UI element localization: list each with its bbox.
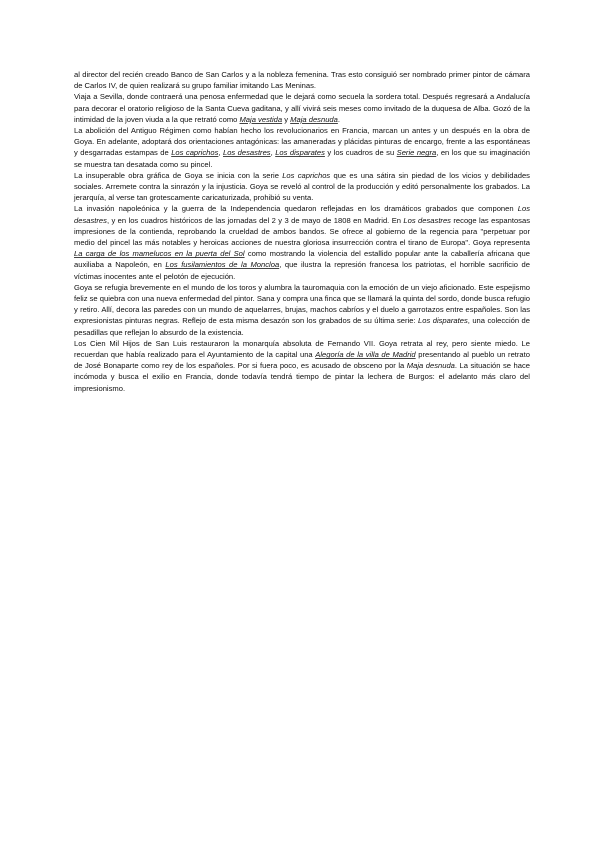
- paragraph: [74, 91, 530, 125]
- artwork-title-link[interactable]: Los caprichos: [171, 148, 219, 158]
- paragraph: [74, 282, 530, 338]
- artwork-title-link[interactable]: Los disparates: [275, 148, 325, 158]
- text-run: , en los que su imaginación se muestra tan desatada como su pincel.: [74, 148, 530, 169]
- artwork-title: Los caprichos: [282, 170, 331, 180]
- paragraph: [74, 170, 530, 204]
- text-run: .: [337, 114, 340, 124]
- artwork-title-link[interactable]: Los desastres: [222, 148, 271, 158]
- artwork-title-link[interactable]: Alegoría de la villa de Madrid: [315, 350, 416, 360]
- artwork-title-link[interactable]: Maja desnuda: [290, 114, 338, 124]
- paragraph: [74, 125, 530, 170]
- artwork-title-link[interactable]: Los fusilamientos de la Moncloa: [165, 260, 280, 270]
- text-run: La insuperable obra gráfica de Goya se inicia con la serie: [74, 170, 283, 180]
- text-run: Goya se refugia brevemente en el mundo de los toros y alumbra la tauromaquia con la emoción de un viejo aficionado. Este espejismo feliz se quiebra con una nueva enfermedad del pintor. Sana y compra una finca que se llamará la quinta del sordo, donde busca refugio y retiro. Allí, decora las paredes con un mundo de aquelarres, brujas, machos cabríos y el duelo a garrotazos entre españoles. Son las expresionistas pinturas negras. Reflejo de esta misma desazón son los grabados de su última serie:: [74, 282, 530, 326]
- artwork-title-link[interactable]: Maja vestida: [239, 114, 283, 124]
- text-run: ,: [218, 148, 223, 158]
- document-body: [74, 69, 530, 394]
- text-run: , que ilustra la represión francesa los patriotas, el horrible sacrificio de víctimas inocentes ante el pelotón de ejecución.: [74, 260, 530, 281]
- text-run: La abolición del Antiguo Régimen como habían hecho los revolucionarios en Francia, marcan un antes y un después en la obra de Goya. En adelante, adoptará dos orientaciones antagónicas: las amaneradas y plácidas pinturas de encargo, frente a las espontáneas y desgarradas estampas de: [74, 126, 530, 158]
- text-run: que es una sátira sin piedad de los vicios y debilidades sociales. Arremete contra la sinrazón y la injusticia. Goya se reveló al control de la producción y editó personalmente los grabados. La jerarquía, al verse tan grotescamente caricaturizada, prohibió su venta.: [74, 170, 530, 203]
- text-run: y los cuadros de su: [324, 148, 397, 158]
- artwork-title: Maja desnuda: [406, 361, 455, 371]
- text-run: La invasión napoleónica y la guerra de la Independencia quedaron reflejadas en los dramáticos grabados que componen: [74, 204, 518, 214]
- text-run: recoge las espantosas impresiones de la contienda, reprobando la crueldad de ambos bandos. Se ofrece al gobierno de la regencia para "perpetuar por medio del pincel las más notables y heroicas acciones de nuestra gloriosa insurrección contra el tirano de Europa". Goya representa: [74, 215, 530, 248]
- text-run: como mostrando la violencia del estallido popular ante la caballería africana que auxiliaba a Napoleón, en: [74, 249, 530, 270]
- text-run: presentando al pueblo un retrato de José Bonaparte como rey de los españoles. Por si fuera poco, es acusado de obsceno por la: [74, 350, 530, 371]
- artwork-title: Los disparates: [418, 316, 468, 326]
- artwork-title-link[interactable]: Serie negra: [396, 148, 437, 158]
- artwork-title-link[interactable]: La carga de los mamelucos en la puerta del Sol: [74, 249, 245, 259]
- text-run: al director del recién creado Banco de San Carlos y a la nobleza femenina. Tras esto consiguió ser nombrado primer pintor de cámara de Carlos IV, de quien realizará su grupo familiar imitando Las Meninas.: [74, 70, 530, 91]
- text-run: , una colección de pesadillas que reflejan lo absurdo de la existencia.: [74, 316, 530, 337]
- artwork-title: Los desastres: [403, 215, 451, 225]
- text-run: Viaja a Sevilla, donde contraerá una penosa enfermedad que le dejará como secuela la sordera total. Después regresará a Andalucía para decorar el oratorio religioso de la Santa Cueva gaditana, y allí vivirá seis meses como invitado de la duquesa de Alba. Gozó de la intimidad de la joven viuda a la que retrató como: [74, 92, 530, 124]
- paragraph: [74, 203, 530, 281]
- artwork-title: Los desastres: [74, 204, 530, 225]
- paragraph: [74, 69, 530, 91]
- text-run: y: [282, 114, 291, 124]
- text-run: . La situación se hace incómoda y busca el exilio en Francia, donde todavía tendrá tiempo de pintar la lechera de Burgos: el adelanto más claro del impresionismo.: [74, 361, 530, 393]
- text-run: , y en los cuadros históricos de las jornadas del 2 y 3 de mayo de 1808 en Madrid. En: [106, 215, 404, 225]
- text-run: ,: [270, 148, 276, 158]
- text-run: Los Cien Mil Hijos de San Luis restauraron la monarquía absoluta de Fernando VII. Goya retrata al rey, pero siente miedo. Le recuerdan que había realizado para el Ayuntamiento de la capital una: [74, 338, 530, 360]
- paragraph: [74, 338, 530, 394]
